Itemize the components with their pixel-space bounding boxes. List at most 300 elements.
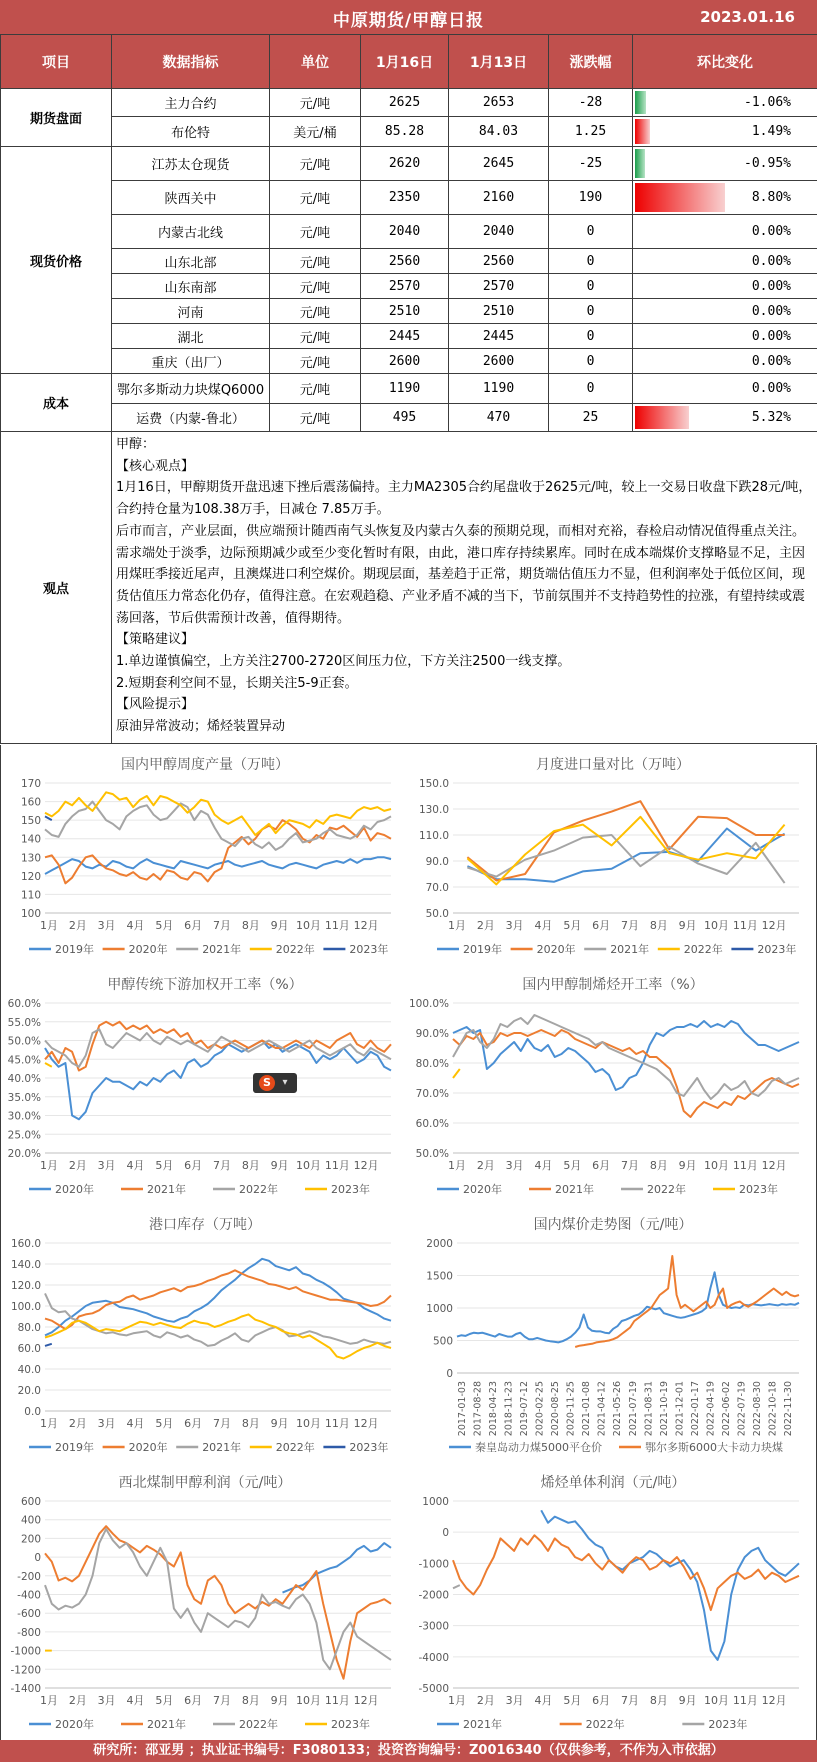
- x-tick-label: 2022-01-17: [689, 1381, 701, 1437]
- table-row: [1, 117, 817, 147]
- legend-label: 2020年: [463, 1183, 502, 1196]
- y-tick-label: 1000: [426, 1303, 453, 1315]
- legend-label: 2023年: [708, 1718, 748, 1731]
- y-tick-label: 100: [20, 908, 41, 920]
- pct-change-cell: [633, 374, 817, 404]
- y-tick-label: -1000: [418, 1558, 449, 1571]
- pct-change-cell: [633, 299, 817, 324]
- x-tick-label: 7月: [213, 1417, 231, 1430]
- pct-change-cell: [633, 249, 817, 274]
- y-tick-label: 160.0: [10, 1238, 41, 1250]
- x-tick-label: 12月: [761, 1694, 787, 1707]
- x-tick-label: 2月: [68, 1417, 87, 1430]
- legend-label: 2019年: [55, 943, 94, 956]
- series-line: [453, 1015, 799, 1099]
- column-header: 环比变化: [633, 35, 817, 89]
- views-line: 甲醇：: [116, 437, 156, 452]
- y-tick-label: 160: [20, 796, 41, 809]
- indicator-cell: 河南: [112, 299, 270, 324]
- x-tick-label: 3月: [97, 1694, 116, 1707]
- x-tick-label: 10月: [296, 1159, 321, 1172]
- chart-title: 国内甲醇制烯烃开工率（%）: [522, 977, 704, 993]
- views-line: 原油异常波动；烯烃装置异动: [116, 719, 286, 735]
- x-tick-label: 5月: [563, 1694, 582, 1707]
- pct-change-cell: [633, 274, 817, 299]
- pct-change-cell: [633, 181, 817, 215]
- x-tick-label: 1月: [40, 1694, 58, 1707]
- y-tick-label: 2000: [426, 1238, 453, 1250]
- x-tick-label: 8月: [649, 1159, 668, 1172]
- x-tick-label: 7月: [621, 919, 639, 932]
- x-tick-label: 5月: [155, 1694, 174, 1707]
- pct-value: 0.00%: [751, 253, 791, 269]
- y-tick-label: 1000: [422, 1496, 449, 1508]
- category-cell: 现货价格: [1, 147, 112, 374]
- x-tick-label: 2021-04-12: [596, 1381, 608, 1437]
- prev-cell: 2570: [449, 274, 549, 299]
- indicator-cell: 布伦特: [112, 117, 270, 147]
- x-tick-label: 4月: [126, 1694, 145, 1707]
- y-tick-label: 55.0%: [7, 1016, 41, 1029]
- x-tick-label: 11月: [324, 1159, 350, 1172]
- chart-3: [1, 965, 409, 1205]
- x-tick-label: 12月: [353, 919, 379, 932]
- series-line: [453, 1535, 799, 1610]
- table-row: [1, 89, 817, 117]
- pct-value: -0.95%: [744, 156, 791, 171]
- x-tick-label: 7月: [621, 1159, 639, 1172]
- y-tick-label: -600: [17, 1608, 41, 1621]
- today-cell: 1190: [361, 374, 449, 404]
- chart-title: 国内甲醇周度产量（万吨）: [121, 757, 289, 773]
- legend-label: 2019年: [55, 1441, 94, 1454]
- pct-value: 1.49%: [751, 124, 791, 139]
- legend-label: 2023年: [349, 1441, 389, 1454]
- pct-value: 0.00%: [751, 381, 791, 396]
- y-tick-label: 70.0: [425, 882, 449, 894]
- x-tick-label: 2020-02-25: [534, 1381, 546, 1437]
- x-tick-label: 12月: [353, 1694, 379, 1707]
- table-row: [1, 249, 817, 274]
- legend-label: 2020年: [128, 943, 168, 956]
- column-header: 涨跌幅: [549, 35, 633, 89]
- today-cell: 2620: [361, 147, 449, 181]
- legend-label: 2023年: [757, 943, 797, 956]
- y-tick-label: -1400: [10, 1683, 41, 1695]
- table-row: [1, 349, 817, 374]
- series-line: [45, 1526, 391, 1679]
- x-tick-label: 12月: [353, 1159, 379, 1172]
- y-tick-label: -200: [17, 1570, 41, 1583]
- series-line: [45, 1314, 391, 1358]
- unit-cell: 元/吨: [270, 215, 361, 249]
- x-tick-label: 8月: [241, 1159, 260, 1172]
- category-cell: 期货盘面: [1, 89, 112, 147]
- y-tick-label: -400: [17, 1589, 41, 1602]
- x-tick-label: 4月: [534, 1694, 553, 1707]
- series-line: [45, 802, 391, 850]
- x-tick-label: 5月: [563, 919, 582, 932]
- x-tick-label: 6月: [184, 1694, 203, 1707]
- legend-label: 2023年: [349, 943, 389, 956]
- x-tick-label: 2月: [68, 919, 87, 932]
- indicator-cell: 内蒙古北线: [112, 215, 270, 249]
- series-line: [453, 1585, 460, 1588]
- unit-cell: 元/吨: [270, 274, 361, 299]
- x-tick-label: 10月: [704, 919, 729, 932]
- pct-change-cell: [633, 349, 817, 374]
- column-header: 1月16日: [361, 35, 449, 89]
- today-cell: 495: [361, 404, 449, 432]
- legend-label: 2020年: [536, 943, 576, 956]
- x-tick-label: 11月: [324, 919, 350, 932]
- views-line: 【核心观点】: [116, 458, 195, 474]
- x-tick-label: 2022-04-19: [705, 1381, 717, 1437]
- x-tick-label: 9月: [678, 919, 697, 932]
- x-tick-label: 1月: [40, 1417, 58, 1430]
- chart-5: [1, 1205, 409, 1463]
- x-tick-label: 4月: [126, 1159, 145, 1172]
- indicator-cell: 运费（内蒙-鲁北）: [112, 404, 270, 432]
- pct-change-cell: [633, 404, 817, 432]
- column-header: 单位: [270, 35, 361, 89]
- table-row: [1, 404, 817, 432]
- x-tick-label: 3月: [505, 919, 524, 932]
- y-tick-label: 80.0: [17, 1322, 41, 1334]
- unit-cell: 元/吨: [270, 299, 361, 324]
- change-cell: 25: [549, 404, 633, 432]
- unit-cell: 美元/桶: [270, 117, 361, 147]
- y-tick-label: 30.0%: [7, 1110, 41, 1123]
- chart-title: 月度进口量对比（万吨）: [536, 757, 690, 773]
- prev-cell: 2600: [449, 349, 549, 374]
- table-row: [1, 181, 817, 215]
- x-tick-label: 6月: [592, 1159, 611, 1172]
- series-line: [45, 820, 391, 883]
- pct-value: 0.00%: [751, 303, 791, 319]
- change-bar: [635, 149, 645, 178]
- s-logo-icon[interactable]: S ▾: [253, 1073, 297, 1093]
- chart-1: [1, 745, 409, 965]
- x-tick-label: 5月: [155, 1417, 174, 1430]
- x-tick-label: 3月: [505, 1159, 524, 1172]
- x-tick-label: 11月: [732, 919, 758, 932]
- y-tick-label: 200: [20, 1533, 41, 1546]
- x-tick-label: 3月: [97, 1417, 116, 1430]
- chart-title: 国内煤价走势图（元/吨）: [533, 1217, 693, 1233]
- x-tick-label: 8月: [649, 919, 668, 932]
- x-tick-label: 6月: [592, 1694, 611, 1707]
- legend-label: 2022年: [585, 1718, 625, 1731]
- y-tick-label: 150.0: [418, 778, 449, 790]
- y-tick-label: 150: [20, 815, 41, 828]
- change-cell: -25: [549, 147, 633, 181]
- x-tick-label: 7月: [621, 1694, 639, 1707]
- series-line: [45, 1063, 52, 1067]
- y-tick-label: 90.0: [425, 856, 449, 868]
- prev-cell: 2510: [449, 299, 549, 324]
- views-line: 1.单边谨慎偏空，上方关注2700-2720区间压力位，下方关注2500一线支撑。: [116, 654, 571, 670]
- x-tick-label: 10月: [704, 1694, 729, 1707]
- change-cell: 0: [549, 299, 633, 324]
- x-tick-label: 12月: [761, 1159, 787, 1172]
- x-tick-label: 11月: [732, 1159, 758, 1172]
- y-tick-label: 140: [20, 833, 41, 846]
- x-tick-label: 8月: [241, 919, 260, 932]
- x-tick-label: 10月: [704, 1159, 729, 1172]
- y-tick-label: 100.0%: [409, 998, 449, 1010]
- indicator-cell: 江苏太仓现货: [112, 147, 270, 181]
- x-tick-label: 8月: [649, 1694, 668, 1707]
- x-tick-label: 8月: [241, 1417, 260, 1430]
- y-tick-label: 120.0: [10, 1280, 41, 1292]
- y-tick-label: 110.0: [418, 830, 449, 842]
- pct-value: -1.06%: [744, 95, 791, 110]
- legend-label: 2021年: [555, 1183, 594, 1196]
- pct-change-cell: [633, 215, 817, 249]
- indicator-cell: 山东北部: [112, 249, 270, 274]
- today-cell: 2350: [361, 181, 449, 215]
- table-row: [1, 299, 817, 324]
- x-tick-label: 4月: [534, 1159, 553, 1172]
- x-tick-label: 2019-07-12: [518, 1381, 530, 1437]
- pct-change-cell: [633, 89, 817, 117]
- x-tick-label: 7月: [213, 1159, 231, 1172]
- report-title-bar: [0, 0, 817, 34]
- x-tick-label: 6月: [184, 1159, 203, 1172]
- y-tick-label: 40.0: [17, 1364, 41, 1376]
- series-line: [45, 1041, 391, 1120]
- charts-area: [0, 745, 817, 1740]
- x-tick-label: 1月: [40, 919, 58, 932]
- y-tick-label: 50.0%: [415, 1148, 449, 1160]
- change-cell: 190: [549, 181, 633, 215]
- y-tick-label: 500: [432, 1335, 453, 1348]
- unit-cell: 元/吨: [270, 147, 361, 181]
- prev-cell: 2645: [449, 147, 549, 181]
- today-cell: 2510: [361, 299, 449, 324]
- column-header: 项目: [1, 35, 112, 89]
- y-tick-label: 0: [442, 1527, 449, 1540]
- indicator-cell: 山东南部: [112, 274, 270, 299]
- y-tick-label: 90.0%: [415, 1028, 449, 1040]
- x-tick-label: 9月: [270, 1159, 289, 1172]
- change-cell: 0: [549, 349, 633, 374]
- today-cell: 2625: [361, 89, 449, 117]
- x-tick-label: 12月: [761, 919, 787, 932]
- y-tick-label: 110: [20, 889, 41, 902]
- y-tick-label: -800: [17, 1626, 41, 1639]
- x-tick-label: 2020-08-25: [550, 1381, 562, 1437]
- unit-cell: 元/吨: [270, 181, 361, 215]
- chart-8: [409, 1463, 817, 1740]
- indicator-cell: 重庆（出厂）: [112, 349, 270, 374]
- x-tick-label: 7月: [213, 919, 231, 932]
- legend-label: 2022年: [647, 1183, 686, 1196]
- table-row: [1, 215, 817, 249]
- legend-label: 2020年: [128, 1441, 168, 1454]
- pct-value: 0.00%: [751, 224, 791, 239]
- legend-label: 2021年: [147, 1183, 186, 1196]
- views-line: 【风险提示】: [116, 697, 195, 713]
- indicator-cell: 主力合约: [112, 89, 270, 117]
- prev-cell: 2445: [449, 324, 549, 349]
- unit-cell: 元/吨: [270, 374, 361, 404]
- series-line: [45, 1022, 391, 1071]
- legend-label: 2022年: [239, 1183, 278, 1196]
- x-tick-label: 6月: [592, 919, 611, 932]
- y-tick-label: 60.0: [17, 1343, 41, 1355]
- price-table: [0, 34, 817, 744]
- x-tick-label: 1月: [448, 1694, 466, 1707]
- x-tick-label: 2022-08-30: [752, 1381, 764, 1437]
- views-line: 后市而言，产业层面，供应端预计随西南气头恢复及内蒙古久泰的预期兑现，而相对充裕，春检启动情况值得重点关注。需求端处于淡季，边际预期减少或至少变化暂时有限，由此，港口库存持续累库。同时在成本端煤价支撑略显不足，主因用煤旺季接近尾声，且澳煤进口利空煤价。期现层面，基差趋于正常，期货端估值压力不显，但利润率处于低位区间，现货估值压力常态化仍存，值得注意。在宏观趋稳、产业矛盾不减的当下，节前氛围并不支持趋势性的拉涨，有望持续或震荡回落，节后供需预计改善，值得期待。: [116, 523, 806, 626]
- y-tick-label: 45.0%: [7, 1054, 41, 1067]
- prev-cell: 2160: [449, 181, 549, 215]
- x-tick-label: 4月: [534, 919, 553, 932]
- x-tick-label: 11月: [732, 1694, 758, 1707]
- y-tick-label: 1500: [426, 1270, 453, 1283]
- y-tick-label: -1000: [10, 1645, 41, 1658]
- y-tick-label: 600: [20, 1496, 41, 1508]
- x-tick-label: 9月: [678, 1159, 697, 1172]
- x-tick-label: 9月: [678, 1694, 697, 1707]
- x-tick-label: 1月: [448, 919, 466, 932]
- y-tick-label: 130: [20, 852, 41, 865]
- x-tick-label: 2021-07-19: [627, 1381, 639, 1437]
- y-tick-label: 40.0%: [7, 1073, 41, 1085]
- y-tick-label: 130.0: [418, 804, 449, 816]
- prev-cell: 2040: [449, 215, 549, 249]
- pct-value: 0.00%: [751, 278, 791, 294]
- change-cell: -28: [549, 89, 633, 117]
- change-cell: 0: [549, 249, 633, 274]
- x-tick-label: 2018-11-23: [503, 1381, 515, 1437]
- x-tick-label: 2021-12-01: [674, 1381, 686, 1437]
- x-tick-label: 2022-11-30: [783, 1381, 795, 1437]
- legend-label: 2021年: [202, 943, 242, 956]
- x-tick-label: 1月: [40, 1159, 58, 1172]
- today-cell: 2600: [361, 349, 449, 374]
- legend-label: 2022年: [275, 1441, 315, 1454]
- y-tick-label: 25.0%: [7, 1129, 41, 1142]
- x-tick-label: 3月: [505, 1694, 524, 1707]
- category-cell: 成本: [1, 374, 112, 432]
- y-tick-label: -2000: [418, 1589, 449, 1602]
- x-tick-label: 9月: [270, 1417, 289, 1430]
- table-row: [1, 374, 817, 404]
- indicator-cell: 鄂尔多斯动力块煤Q6000: [112, 374, 270, 404]
- y-tick-label: 20.0: [17, 1385, 41, 1397]
- report-title: 中原期货/甲醇日报: [332, 11, 485, 31]
- views-line: 2.短期套利空间不显，长期关注5-9正套。: [116, 675, 358, 691]
- x-tick-label: 12月: [353, 1417, 379, 1430]
- indicator-cell: 陕西关中: [112, 181, 270, 215]
- x-tick-label: 2月: [476, 919, 495, 932]
- change-cell: 0: [549, 374, 633, 404]
- today-cell: 2570: [361, 274, 449, 299]
- pct-change-cell: [633, 324, 817, 349]
- x-tick-label: 10月: [296, 919, 321, 932]
- x-tick-label: 2018-04-23: [487, 1381, 499, 1437]
- x-tick-label: 3月: [97, 919, 116, 932]
- x-tick-label: 4月: [126, 919, 145, 932]
- pct-value: 0.00%: [751, 353, 791, 369]
- legend-label: 鄂尔多斯6000大卡动力块煤: [645, 1441, 783, 1454]
- x-tick-label: 5月: [155, 919, 174, 932]
- x-tick-label: 2017-01-03: [456, 1381, 468, 1437]
- y-tick-label: -5000: [418, 1683, 449, 1695]
- change-cell: 0: [549, 215, 633, 249]
- prev-cell: 1190: [449, 374, 549, 404]
- table-row: [1, 274, 817, 299]
- y-tick-label: -1200: [10, 1664, 41, 1677]
- change-cell: 0: [549, 324, 633, 349]
- y-tick-label: 35.0%: [7, 1091, 41, 1104]
- series-line: [453, 1069, 460, 1078]
- legend-label: 2020年: [55, 1183, 94, 1196]
- x-tick-label: 2月: [476, 1159, 495, 1172]
- legend-label: 2022年: [683, 943, 723, 956]
- y-tick-label: 0: [446, 1368, 453, 1380]
- change-bar: [635, 119, 650, 144]
- series-line: [467, 801, 784, 880]
- pct-change-cell: [633, 117, 817, 147]
- series-line: [541, 1510, 799, 1660]
- chart-6: [409, 1205, 817, 1463]
- x-tick-label: 2021-10-19: [658, 1381, 670, 1437]
- views-label: 观点: [1, 432, 112, 744]
- y-tick-label: 100.0: [10, 1301, 41, 1313]
- prev-cell: 470: [449, 404, 549, 432]
- y-tick-label: 120: [20, 870, 41, 883]
- x-tick-label: 2022-07-19: [736, 1381, 748, 1437]
- series-line: [283, 1543, 392, 1593]
- y-tick-label: 60.0%: [7, 998, 41, 1010]
- x-tick-label: 2月: [476, 1694, 495, 1707]
- pct-value: 0.00%: [751, 328, 791, 344]
- x-tick-label: 2021-01-08: [581, 1381, 593, 1437]
- table-row: [1, 147, 817, 181]
- column-header: 数据指标: [112, 35, 270, 89]
- prev-cell: 2560: [449, 249, 549, 274]
- table-row: [1, 324, 817, 349]
- series-line: [45, 1259, 391, 1336]
- x-tick-label: 10月: [296, 1694, 321, 1707]
- series-line: [45, 1344, 52, 1346]
- y-tick-label: 0.0: [24, 1406, 41, 1418]
- x-tick-label: 5月: [563, 1159, 582, 1172]
- legend-label: 2023年: [331, 1718, 370, 1731]
- y-tick-label: 400: [20, 1514, 41, 1527]
- views-text: [112, 432, 817, 744]
- x-tick-label: 8月: [241, 1694, 260, 1707]
- legend-label: 2022年: [275, 943, 315, 956]
- x-tick-label: 2月: [68, 1159, 87, 1172]
- unit-cell: 元/吨: [270, 249, 361, 274]
- views-line: 【策略建议】: [116, 632, 195, 648]
- change-cell: 0: [549, 274, 633, 299]
- x-tick-label: 5月: [155, 1159, 174, 1172]
- y-tick-label: 60.0%: [415, 1118, 449, 1130]
- legend-label: 2022年: [239, 1718, 278, 1731]
- change-bar: [635, 406, 689, 429]
- x-tick-label: 2017-08-28: [472, 1381, 484, 1437]
- x-tick-label: 2月: [68, 1694, 87, 1707]
- x-tick-label: 6月: [184, 1417, 203, 1430]
- legend-label: 2021年: [202, 1441, 242, 1454]
- column-header: 1月13日: [449, 35, 549, 89]
